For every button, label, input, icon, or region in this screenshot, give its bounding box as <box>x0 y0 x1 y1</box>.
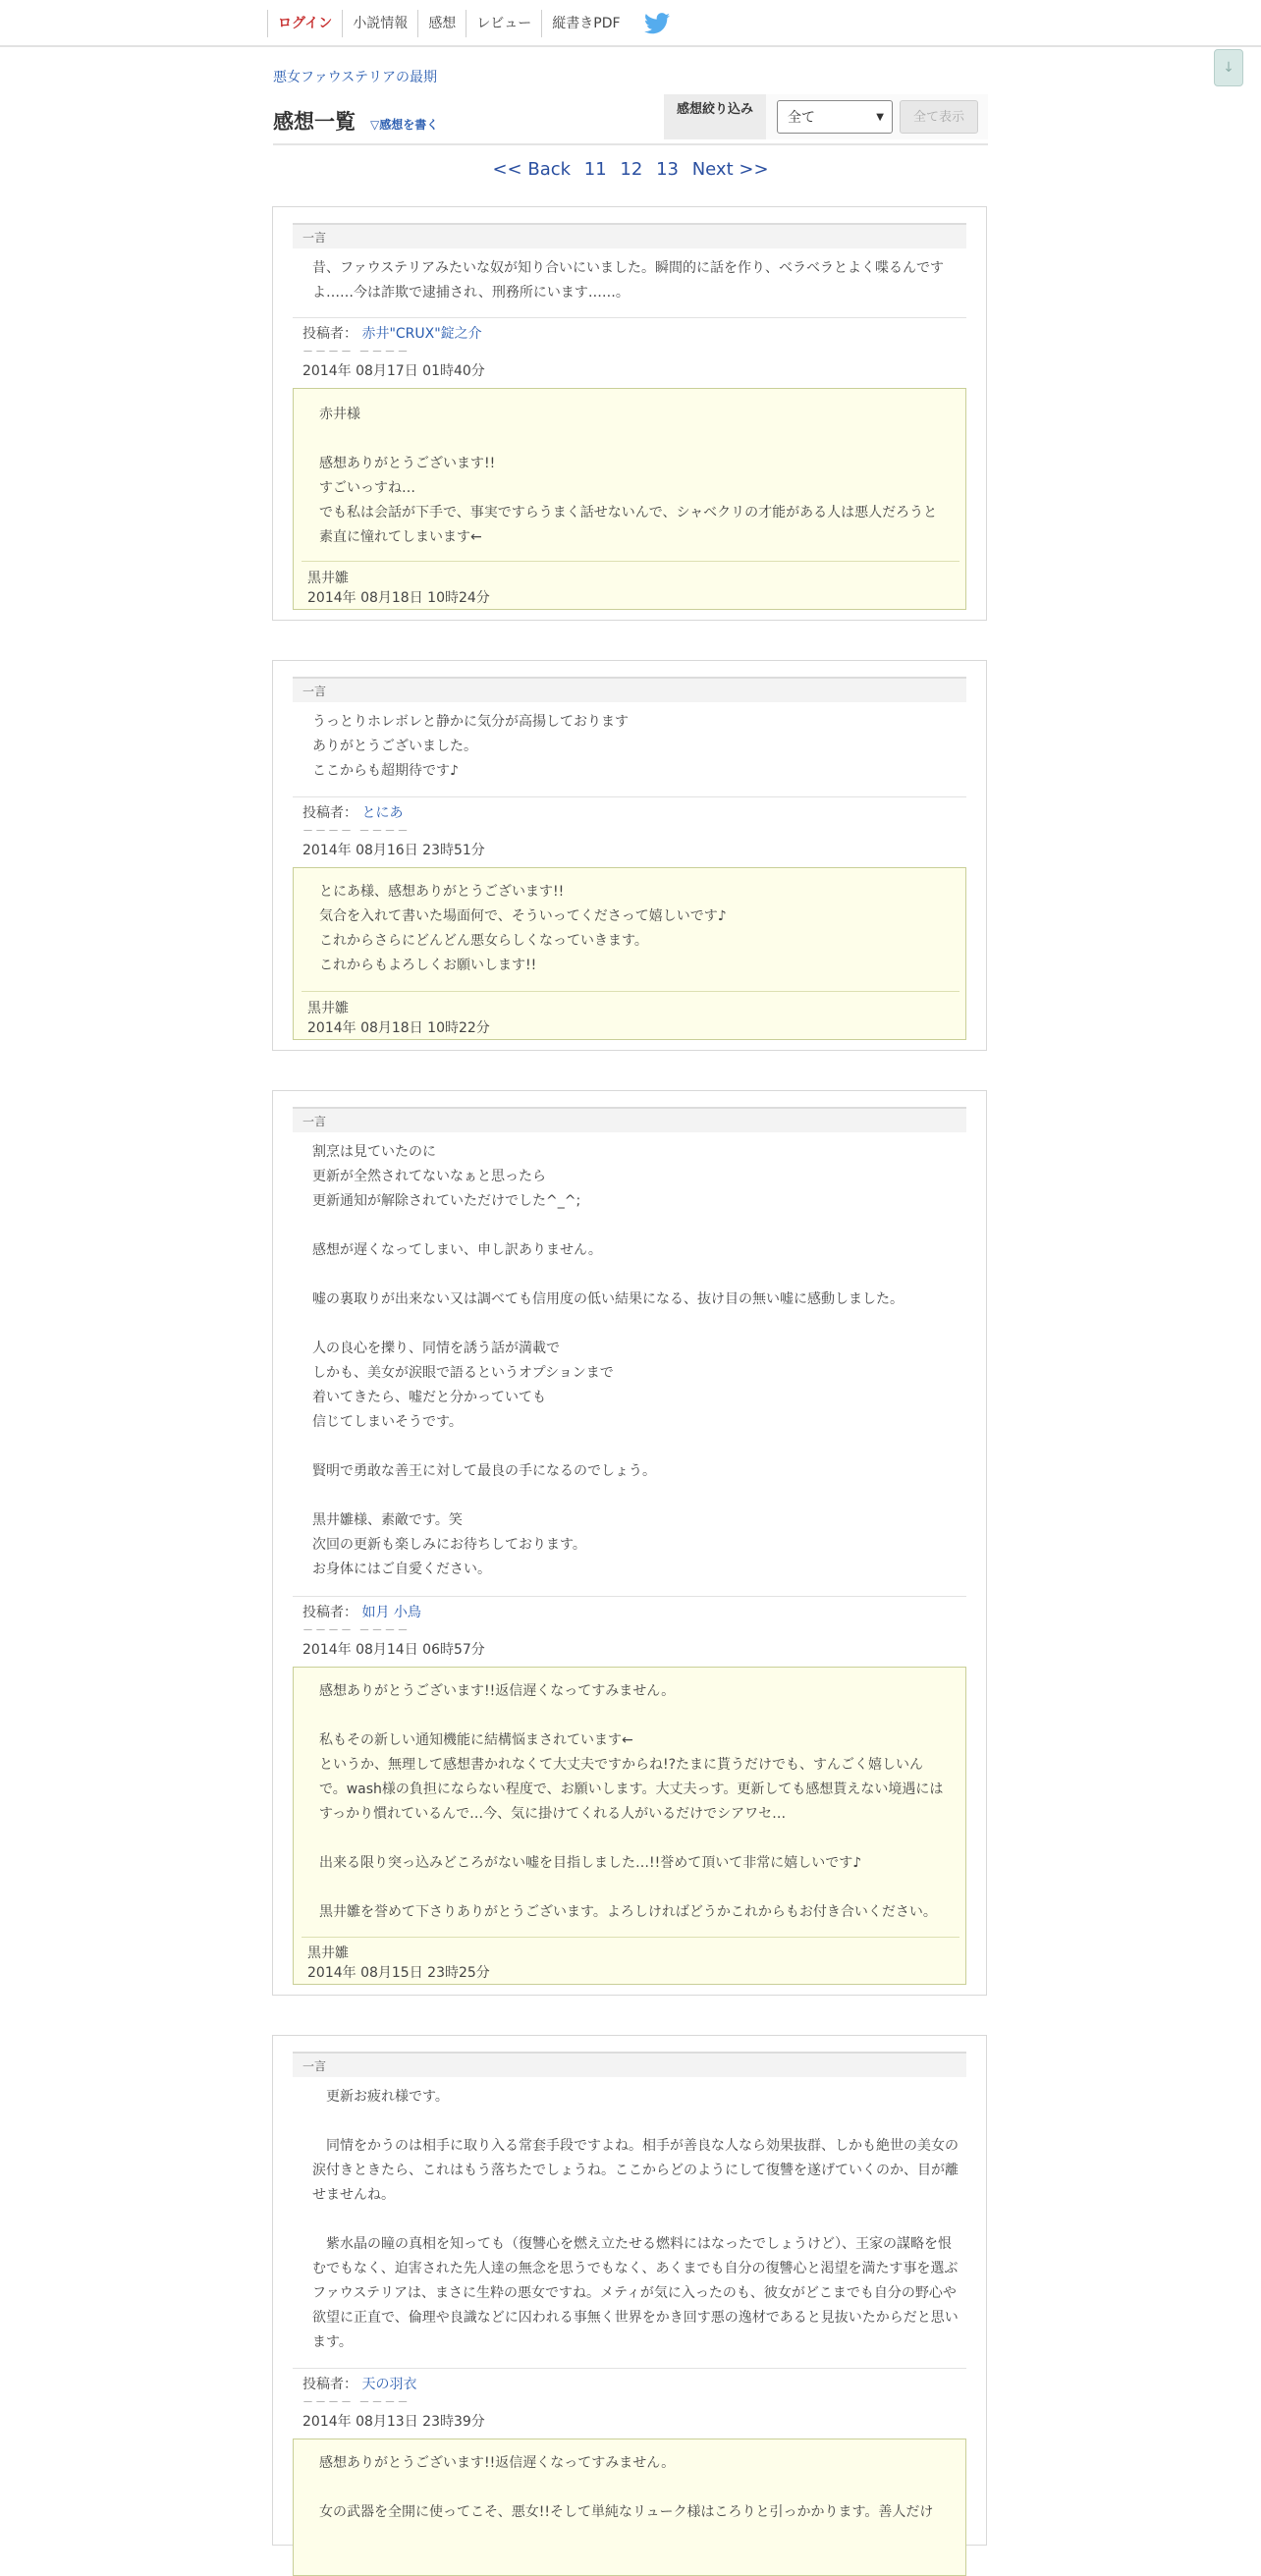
comment-text: 割烹は見ていたのに 更新が全然されてないなぁと思ったら 更新通知が解除されていただけでした^_^; 感想が遅くなってしまい、申し訳ありません。 嘘の裏取りが出来ない又は調べても信用度の低い結果になる、抜け目の無い嘘に感動しました。 人の良心を擽り、同情を誘う話が満載で しかも、美女が涙眼で語るというオプションまで 着いてきたら、嘘だと分かっていても 信じてしまいそうです。 賢明で勇敢な善王に対して最良の手になるのでしょう。 黒井雛様、素敵です。笑 次回の更新も楽しみにお待ちしております。 お身体にはご自愛ください。 <box>312 1144 904 1577</box>
comment-label: 一言 <box>293 2052 966 2077</box>
author-link[interactable]: 赤井"CRUX"錠之介 <box>361 326 482 342</box>
top-navigation-bar <box>0 0 1261 47</box>
comment-dashes: －－－－ －－－－ <box>302 1623 411 1636</box>
comment-divider <box>293 796 966 797</box>
comment-date: 2014年 08月13日 23時39分 <box>302 2414 485 2430</box>
pagination <box>273 159 988 180</box>
reply-divider <box>302 561 959 562</box>
comment-block <box>272 1090 987 1996</box>
comment-dashes: －－－－ －－－－ <box>302 824 411 837</box>
comment-block <box>272 660 987 1051</box>
pager-back[interactable]: << Back <box>492 159 572 180</box>
author-link[interactable]: 天の羽衣 <box>361 2377 417 2392</box>
nav-review[interactable]: レビュー <box>466 10 541 37</box>
twitter-icon[interactable] <box>644 12 672 35</box>
comment-author <box>302 802 403 822</box>
scroll-down-button[interactable]: ↓ <box>1214 49 1243 86</box>
reply-text: 感想ありがとうございます!!返信遅くなってすみません。 女の武器を全開に使ってこそ、悪女!!そして単純なリューク様はころりと引っかかります。善人だけ <box>319 2455 934 2520</box>
author-reply <box>293 388 966 610</box>
pager-page-11[interactable]: 11 <box>583 159 607 180</box>
comment-dashes: －－－－ －－－－ <box>302 2395 411 2408</box>
comment-text: うっとりホレボレと静かに気分が高揚しております ありがとうございました。 ここからも超期待です♪ <box>312 714 629 779</box>
nav-impressions[interactable]: 感想 <box>417 10 466 37</box>
comment-label: 一言 <box>293 677 966 702</box>
comment-date: 2014年 08月16日 23時51分 <box>302 843 485 858</box>
comment-author <box>302 1602 421 1621</box>
comment-author <box>302 2374 416 2393</box>
reply-text: 感想ありがとうございます!!返信遅くなってすみません。 私もその新しい通知機能に結構悩まされています← というか、無理して感想書かれなくて大丈夫ですからね!?たまに貰うだけでも、すんごく嬉しいんで。wash様の負担にならない程度で、お願いします。大丈夫っす。更新しても感想貰えない境遇にはすっかり慣れているんで…今、気に掛けてくれる人がいるだけでシアワセ… 出来る限り突っ込みどころがない嘘を目指しました…!!誉めて頂いて非常に嬉しいです♪ 黒井雛を誉めて下さりありがとうございます。よろしければどうかこれからもお付き合いください。 <box>319 1683 944 1920</box>
reply-date: 2014年 08月18日 10時22分 <box>307 1020 490 1036</box>
comment-label: 一言 <box>293 223 966 248</box>
author-prefix: 投稿者： <box>302 2377 357 2392</box>
filter-label: 感想絞り込み <box>664 94 766 139</box>
header-divider <box>273 143 988 145</box>
author-prefix: 投稿者： <box>302 326 357 342</box>
comment-dashes: －－－－ －－－－ <box>302 345 411 357</box>
comment-text: 昔、ファウステリアみたいな奴が知り合いにいました。瞬間的に話を作り、ベラベラとよく喋るんですよ……今は詐欺で逮捕され、刑務所にいます……。 <box>312 260 945 301</box>
comment-date: 2014年 08月17日 01時40分 <box>302 363 485 379</box>
comment-divider <box>293 2368 966 2369</box>
top-nav <box>267 10 672 37</box>
reply-date: 2014年 08月18日 10時24分 <box>307 590 490 606</box>
comment-block <box>272 206 987 621</box>
twitter-bird-icon <box>644 13 670 34</box>
reply-text: とにあ様、感想ありがとうございます!! 気合を入れて書いた場面何で、そういってくださって嬉しいです♪ これからさらにどんどん悪女らしくなっていきます。 これからもよろしくお願いします!! <box>319 884 727 973</box>
filter-selected-value: 全て <box>788 110 815 126</box>
write-impression-link[interactable]: ▽感想を書く <box>370 118 439 132</box>
filter-box <box>664 94 988 139</box>
comment-author <box>302 323 482 343</box>
reply-author: 黒井雛 <box>307 1001 349 1016</box>
author-link[interactable]: とにあ <box>361 805 404 821</box>
pager-page-12[interactable]: 12 <box>620 159 643 180</box>
author-link[interactable]: 如月 小鳥 <box>361 1605 421 1620</box>
pager-next[interactable]: Next >> <box>691 159 769 180</box>
comment-label: 一言 <box>293 1107 966 1132</box>
nav-vertical-pdf[interactable]: 縦書きPDF <box>541 10 630 37</box>
nav-login[interactable]: ログイン <box>267 10 342 37</box>
author-reply <box>293 2439 966 2576</box>
author-reply <box>293 867 966 1040</box>
show-all-button[interactable]: 全て表示 <box>900 100 978 134</box>
reply-divider <box>302 1937 959 1938</box>
reply-text: 赤井様 感想ありがとうございます!! すごいっすね… でも私は会話が下手で、事実ですらうまく話せないんで、シャベクリの才能がある人は悪人だろうと素直に憧れてしまいます← <box>319 407 938 545</box>
reply-date: 2014年 08月15日 23時25分 <box>307 1965 490 1981</box>
comment-divider <box>293 317 966 318</box>
author-prefix: 投稿者： <box>302 805 357 821</box>
reply-divider <box>302 991 959 992</box>
reply-author: 黒井雛 <box>307 1946 349 1961</box>
page-title: 感想一覧 <box>273 110 356 134</box>
pager-page-13[interactable]: 13 <box>656 159 679 180</box>
chevron-down-icon: ▼ <box>876 112 884 123</box>
comment-date: 2014年 08月14日 06時57分 <box>302 1642 485 1658</box>
comment-block <box>272 2035 987 2546</box>
reply-author: 黒井雛 <box>307 571 349 586</box>
novel-title-link[interactable]: 悪女ファウステリアの最期 <box>273 70 438 85</box>
comment-text: 更新お疲れ様です。 同情をかうのは相手に取り入る常套手段ですよね。相手が善良な人なら効果抜群、しかも絶世の美女の涙付きときたら、これはもう落ちたでしょうね。ここからどのようにして復讐を遂げていくのか、目が離せませんね。 紫水晶の瞳の真相を知っても（復讐心を燃え立たせる燃料にはなったでしょうけど）、王家の謀略を恨むでもなく、迫害された先人達の無念を思うでもなく、あくまでも自分の復讐心と渇望を満たす事を選ぶファウステリアは、まさに生粋の悪女ですね。メティが気に入ったのも、彼女がどこまでも自分の野心や欲望に正直で、倫理や良識などに囚われる事無く世界をかき回す悪の逸材であると見抜いたからだと思います。 <box>312 2089 959 2350</box>
comment-divider <box>293 1596 966 1597</box>
nav-novel-info[interactable]: 小説情報 <box>342 10 417 37</box>
author-prefix: 投稿者： <box>302 1605 357 1620</box>
author-reply <box>293 1667 966 1985</box>
filter-select[interactable] <box>777 100 893 134</box>
